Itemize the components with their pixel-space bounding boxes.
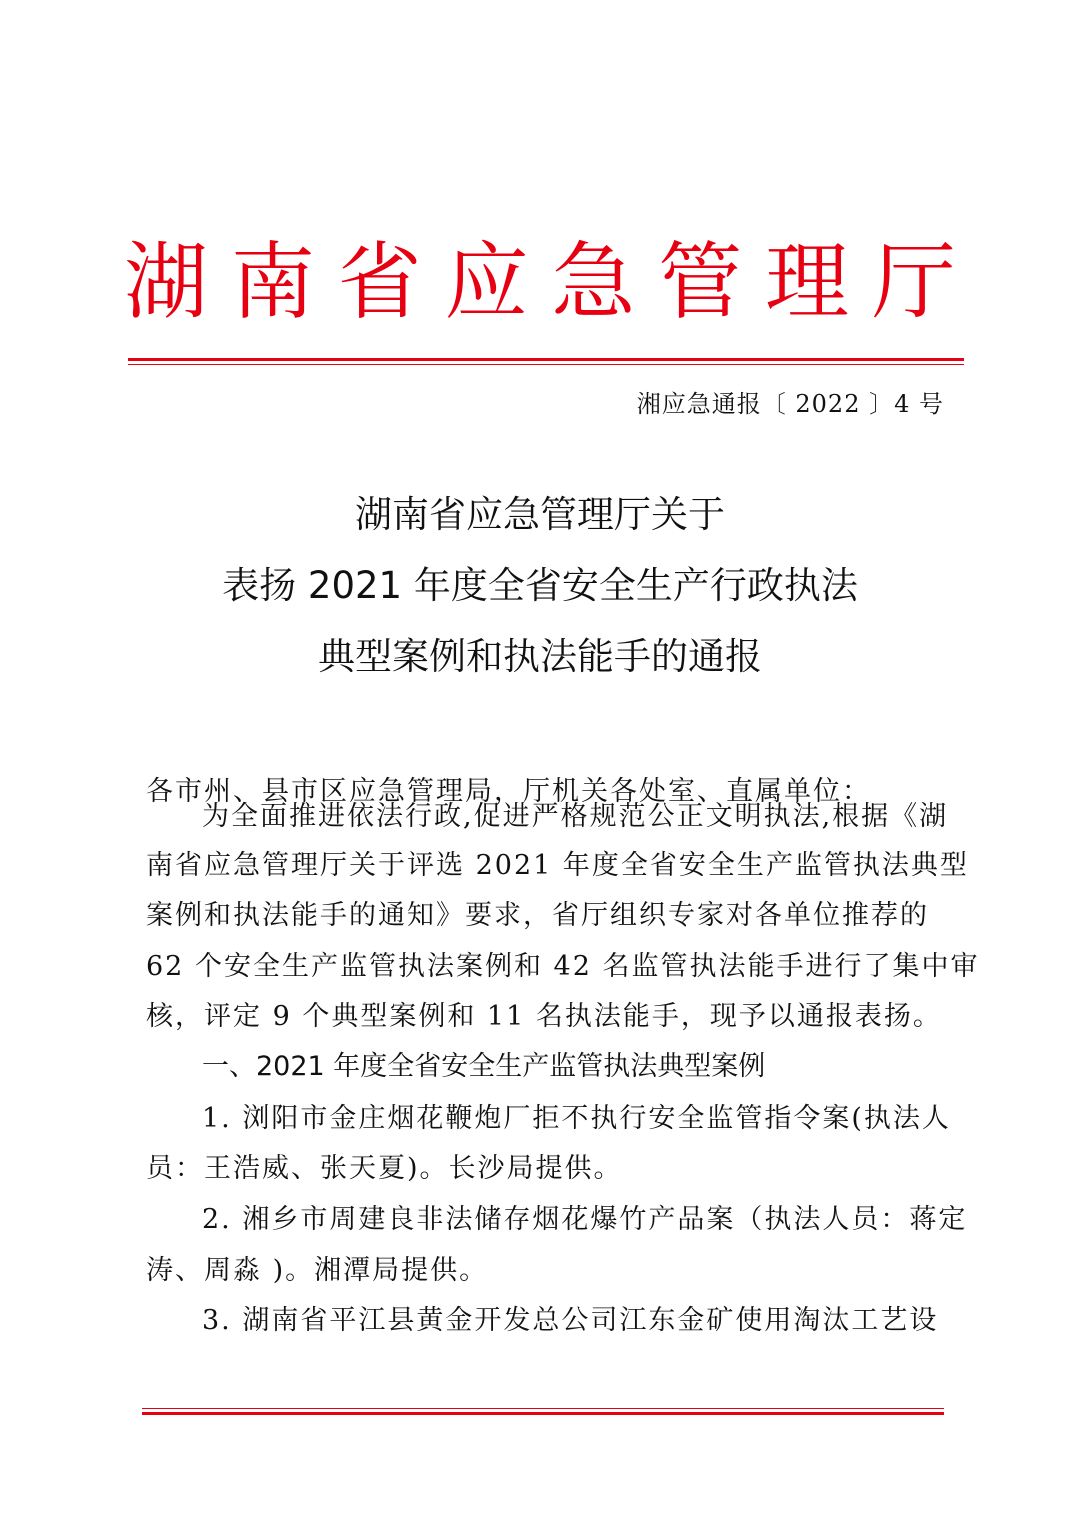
paragraph-line: 核，评定 9 个典型案例和 11 名执法能手，现予以通报表扬。 (146, 1001, 942, 1032)
org-char: 省 (337, 232, 422, 331)
org-char: 急 (551, 232, 636, 331)
paragraph-line: 南省应急管理厅关于评选 2021 年度全省安全生产监管执法典型 (146, 850, 969, 881)
header-divider-thick (128, 358, 964, 361)
paragraph-line: 62 个安全生产监管执法案例和 42 名监管执法能手进行了集中审 (146, 951, 980, 982)
org-char: 湖 (123, 232, 208, 331)
notice-title-line-1: 湖南省应急管理厅关于 (355, 493, 725, 536)
case-line: 员：王浩威、张天夏)。长沙局提供。 (146, 1153, 623, 1184)
notice-title-line-2: 表扬 2021 年度全省安全生产行政执法 (222, 564, 858, 607)
section-heading: 一、2021 年度全省安全生产监管执法典型案例 (202, 1051, 766, 1082)
case-line: 3. 湖南省平江县黄金开发总公司江东金矿使用淘汰工艺设 (202, 1305, 939, 1336)
issuing-authority-title (120, 215, 960, 335)
org-char: 南 (230, 232, 315, 331)
org-char: 管 (658, 232, 743, 331)
case-line: 1. 浏阳市金庄烟花鞭炮厂拒不执行安全监管指令案(执法人 (202, 1103, 951, 1134)
paragraph-line: 案例和执法能手的通知》要求，省厅组织专家对各单位推荐的 (146, 900, 929, 931)
case-line: 2. 湘乡市周建良非法储存烟花爆竹产品案（执法人员：蒋定 (202, 1204, 968, 1235)
notice-title-line-3: 典型案例和执法能手的通报 (318, 635, 762, 678)
header-divider-thin (128, 364, 964, 365)
case-line: 涛、周淼 )。湘潭局提供。 (146, 1255, 489, 1286)
paragraph-line: 为全面推进依法行政,促进严格规范公正文明执法,根据《湖 (202, 801, 949, 832)
footer-divider-thick (142, 1412, 944, 1415)
footer-divider-thin (142, 1408, 944, 1409)
org-char: 应 (444, 232, 529, 331)
document-number: 湘应急通报〔 2022 〕4 号 (636, 390, 944, 418)
org-char: 厅 (871, 232, 956, 331)
addressee: 各市州、县市区应急管理局，厅机关各处室、直属单位： (146, 776, 871, 807)
org-char: 理 (765, 232, 850, 331)
